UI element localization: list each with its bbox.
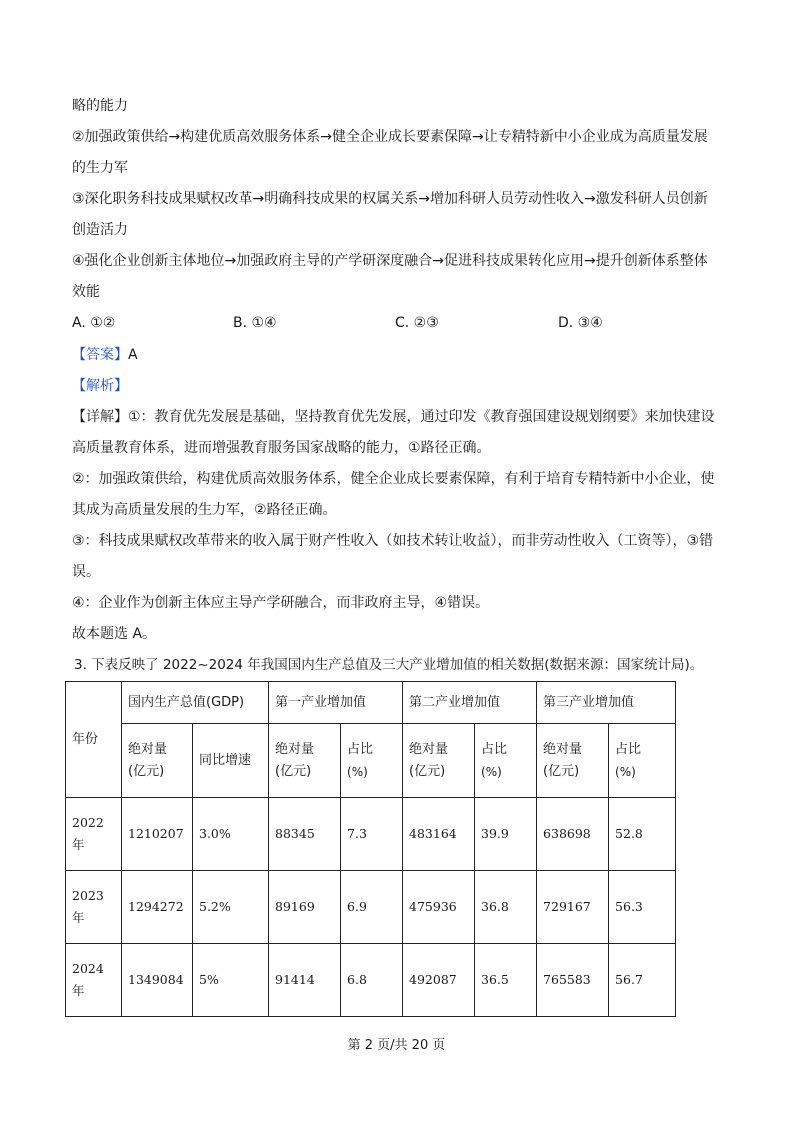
secondary-share-cell: 36.8 xyxy=(475,871,537,944)
primary-abs-cell: 89169 xyxy=(269,871,341,944)
group-header-secondary: 第二产业增加值 xyxy=(403,682,537,724)
subheader-abs: 绝对量 (亿元) xyxy=(403,724,475,798)
year-cell: 2022 年 xyxy=(66,798,122,871)
analysis-line: 故本题选 A。 xyxy=(72,626,157,642)
primary-abs-cell: 88345 xyxy=(269,798,341,871)
tertiary-share-cell: 56.7 xyxy=(609,944,676,1017)
growth-cell: 5.2% xyxy=(193,871,269,944)
primary-share-cell: 7.3 xyxy=(341,798,403,871)
subheader-growth: 同比增速 xyxy=(193,724,269,798)
subheader-abs: 绝对量 (亿元) xyxy=(537,724,609,798)
tertiary-share-cell: 56.3 xyxy=(609,871,676,944)
table-row xyxy=(66,798,676,871)
paragraph-line: ③深化职务科技成果赋权改革→明确科技成果的权属关系→增加科研人员劳动性收入→激发科研人员创新 xyxy=(72,191,708,207)
tertiary-abs-cell: 638698 xyxy=(537,798,609,871)
group-header-primary: 第一产业增加值 xyxy=(269,682,403,724)
option-a: A. ①② xyxy=(72,315,116,331)
paragraph-line: 效能 xyxy=(72,284,100,300)
option-d: D. ③④ xyxy=(558,315,603,331)
secondary-share-cell: 36.5 xyxy=(475,944,537,1017)
year-header: 年份 xyxy=(66,682,122,798)
year-cell: 2024 年 xyxy=(66,944,122,1017)
paragraph-line: 的生力军 xyxy=(72,160,128,176)
subheader-share: 占比 (%) xyxy=(609,724,676,798)
gdp-table xyxy=(65,681,676,1017)
paragraph-line: ②加强政策供给→构建优质高效服务体系→健全企业成长要素保障→让专精特新中小企业成为高质量发展 xyxy=(72,129,708,145)
paragraph-line: 略的能力 xyxy=(72,98,128,114)
table-row xyxy=(66,871,676,944)
growth-cell: 5% xyxy=(193,944,269,1017)
secondary-share-cell: 39.9 xyxy=(475,798,537,871)
analysis-line: 误。 xyxy=(72,564,100,580)
paragraph-line: 创造活力 xyxy=(72,222,128,238)
primary-abs-cell: 91414 xyxy=(269,944,341,1017)
analysis-label: 【解析】 xyxy=(72,378,128,394)
answer-label: 【答案】 xyxy=(72,347,128,363)
gdp-cell: 1210207 xyxy=(122,798,193,871)
secondary-abs-cell: 475936 xyxy=(403,871,475,944)
page-footer: 第 2 页/共 20 页 xyxy=(347,1038,446,1053)
paragraph-line: ④强化企业创新主体地位→加强政府主导的产学研深度融合→促进科技成果转化应用→提升创新体系整体 xyxy=(72,253,708,269)
secondary-abs-cell: 492087 xyxy=(403,944,475,1017)
year-cell: 2023 年 xyxy=(66,871,122,944)
analysis-line: ②：加强政策供给，构建优质高效服务体系，健全企业成长要素保障，有利于培育专精特新中小企业，使 xyxy=(72,471,715,487)
analysis-line: 【详解】①：教育优先发展是基础，坚持教育优先发展，通过印发《教育强国建设规划纲要》来加快建设 xyxy=(72,409,715,425)
gdp-cell: 1349084 xyxy=(122,944,193,1017)
primary-share-cell: 6.8 xyxy=(341,944,403,1017)
group-header-gdp: 国内生产总值(GDP) xyxy=(122,682,269,724)
subheader-abs: 绝对量 (亿元) xyxy=(269,724,341,798)
option-c: C. ②③ xyxy=(395,315,439,331)
growth-cell: 3.0% xyxy=(193,798,269,871)
group-header-tertiary: 第三产业增加值 xyxy=(537,682,676,724)
tertiary-abs-cell: 729167 xyxy=(537,871,609,944)
analysis-line: ④：企业作为创新主体应主导产学研融合，而非政府主导，④错误。 xyxy=(72,595,490,611)
tertiary-abs-cell: 765583 xyxy=(537,944,609,1017)
analysis-line: 其成为高质量发展的生力军，②路径正确。 xyxy=(72,502,337,518)
answer-line xyxy=(72,345,138,365)
tertiary-share-cell: 52.8 xyxy=(609,798,676,871)
table-header-row xyxy=(66,682,676,724)
question-3: 3. 下表反映了 2022~2024 年我国国内生产总值及三大产业增加值的相关数据(数据来源：国家统计局)。 xyxy=(74,657,704,673)
answer-value: A xyxy=(128,347,138,363)
analysis-line: 高质量教育体系，进而增强教育服务国家战略的能力，①路径正确。 xyxy=(72,440,491,456)
option-b: B. ①④ xyxy=(233,315,277,331)
table-row xyxy=(66,944,676,1017)
table-subheader-row xyxy=(66,724,676,798)
gdp-cell: 1294272 xyxy=(122,871,193,944)
analysis-line: ③：科技成果赋权改革带来的收入属于财产性收入（如技术转让收益），而非劳动性收入（工资等），③错 xyxy=(72,533,714,549)
subheader-abs: 绝对量 (亿元) xyxy=(122,724,193,798)
primary-share-cell: 6.9 xyxy=(341,871,403,944)
subheader-share: 占比 (%) xyxy=(475,724,537,798)
subheader-share: 占比 (%) xyxy=(341,724,403,798)
secondary-abs-cell: 483164 xyxy=(403,798,475,871)
